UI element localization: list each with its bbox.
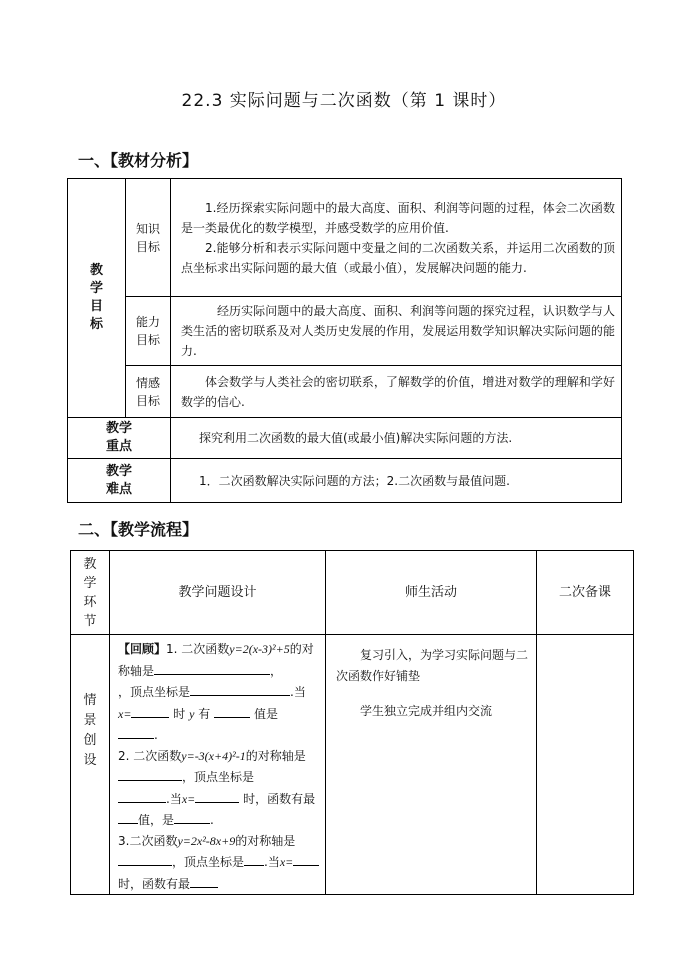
stage-header: 教 学 环 节 (71, 551, 110, 635)
backup-cell (537, 635, 634, 895)
key-point-text: 探究利用二次函数的最大值(或最小值)解决实际问题的方法. (171, 418, 622, 459)
question-3: 3.二次函数y=2x²-8x+9的对称轴是 ，顶点坐标是 .当x=时，函数有最 (118, 831, 321, 895)
question-1: 【回顾】1. 二次函数y=2(x-3)²+5的对称轴是 ， ，顶点坐标是 .当 x= 时 y 有 值是 . (118, 642, 314, 742)
question-design-cell (110, 635, 326, 895)
key-point-label: 教学 重点 (68, 418, 171, 459)
stage-scenario-label: 情 景 创 设 (71, 635, 110, 895)
page-title: 22.3 实际问题与二次函数（第 1 课时） (181, 91, 507, 111)
teacher-student-activity-cell: 复习引入，为学习实际问题与二次函数作好铺垫 学生独立完成并组内交流 (326, 635, 537, 895)
goals-label: 教 学 目 标 (68, 179, 126, 418)
backup-header: 二次备课 (537, 551, 634, 635)
ability-goal-label: 能力 目标 (126, 297, 171, 366)
question-2: 2. 二次函数y=-3(x+4)²-1的对称轴是，顶点坐标是 .当x= 时，函数有最值，是 . (118, 748, 316, 827)
flow-table (70, 550, 634, 895)
knowledge-goal-label: 知识 目标 (126, 179, 171, 297)
ability-goal-text: 经历实际问题中的最大高度、面积、利润等问题的探究过程，认识数学与人类生活的密切联系及对人类历史发展的作用，发展运用数学知识解决实际问题的能力. (171, 297, 622, 366)
section-heading-analysis: 一、【教材分析】 (78, 151, 199, 170)
emotion-goal-label: 情感 目标 (126, 366, 171, 418)
emotion-goal-text: 体会数学与人类社会的密切联系，了解数学的价值，增进对数学的理解和学好数学的信心. (171, 366, 622, 418)
difficult-point-text: 1．二次函数解决实际问题的方法；2.二次函数与最值问题. (171, 459, 622, 503)
knowledge-goal-text: 1.经历探索实际问题中的最大高度、面积、利润等问题的过程，体会二次函数是一类最优化的数学模型，并感受数学的应用价值. 2.能够分析和表示实际问题中变量之间的二次函数关系，并运用二次函数的顶点坐标求出实际问题的最大值（或最小值），发展解决问题的能力. (171, 179, 622, 297)
analysis-table (67, 178, 622, 503)
difficult-point-label: 教学 难点 (68, 459, 171, 503)
activity-header: 师生活动 (326, 551, 537, 635)
section-heading-flow: 二、【教学流程】 (78, 520, 199, 539)
design-header: 教学问题设计 (110, 551, 326, 635)
